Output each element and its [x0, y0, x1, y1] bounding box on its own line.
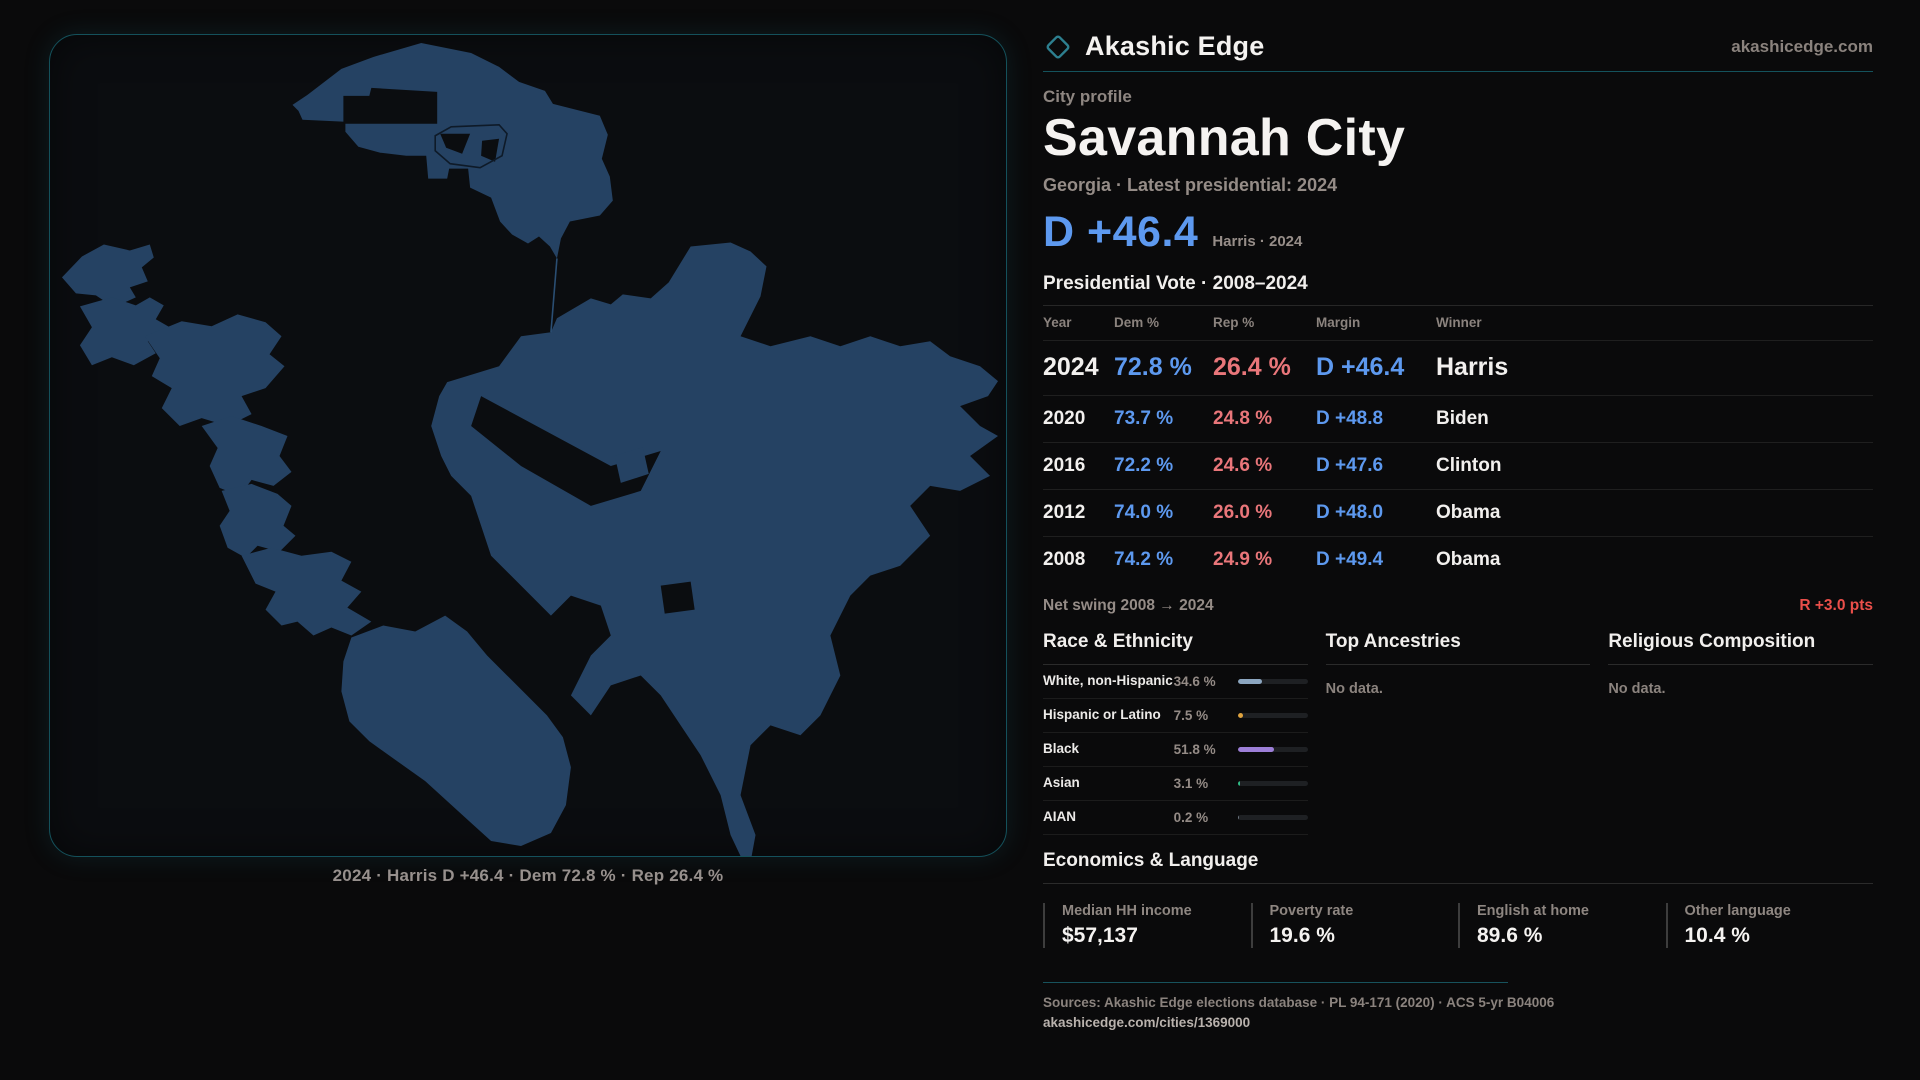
subtitle: Georgia · Latest presidential: 2024: [1043, 174, 1338, 195]
race-bar: [1238, 713, 1308, 718]
ancestries-section: [1326, 631, 1591, 835]
race-value: 51.8 %: [1173, 741, 1216, 757]
cell-year: 2016: [1043, 454, 1086, 476]
cell-margin: D +46.4: [1316, 352, 1405, 381]
cell-margin: D +48.8: [1316, 407, 1384, 429]
race-label: White, non-Hispanic: [1043, 672, 1173, 688]
cell-dem: 74.2 %: [1114, 548, 1174, 570]
vote-table-title: Presidential Vote · 2008–2024: [1043, 272, 1308, 294]
cell-margin: D +48.0: [1316, 501, 1384, 523]
religion-title: Religious Composition: [1608, 631, 1873, 665]
cell-rep: 26.0 %: [1213, 501, 1273, 523]
religion-empty: No data.: [1608, 680, 1666, 697]
footer: [1043, 982, 1873, 1032]
stat-label: Poverty rate: [1269, 902, 1354, 919]
vote-table: [1043, 305, 1873, 583]
race-value: 34.6 %: [1173, 673, 1216, 689]
headline-margin: D +46.4: [1043, 207, 1199, 256]
stat-block: [1043, 903, 1251, 948]
header: [1043, 28, 1873, 72]
stat-value: 89.6 %: [1477, 923, 1543, 947]
cell-margin: D +49.4: [1316, 548, 1384, 570]
cell-rep: 24.8 %: [1213, 407, 1273, 429]
race-label: Black: [1043, 740, 1080, 756]
stat-value: $57,137: [1062, 923, 1138, 947]
cell-dem: 73.7 %: [1114, 407, 1174, 429]
religion-section: [1608, 631, 1873, 835]
cell-margin: D +47.6: [1316, 454, 1384, 476]
race-value: 0.2 %: [1173, 809, 1209, 825]
cell-year: 2012: [1043, 501, 1086, 523]
cell-dem: 72.8 %: [1114, 352, 1192, 381]
stat-block: [1666, 903, 1874, 948]
stat-value: 19.6 %: [1269, 923, 1335, 947]
cell-dem: 74.0 %: [1114, 501, 1174, 523]
table-row: [1043, 489, 1873, 536]
cell-year: 2008: [1043, 548, 1086, 570]
net-swing-value: R +3.0 pts: [1799, 596, 1873, 614]
race-bar: [1238, 679, 1308, 684]
stat-label: Median HH income: [1062, 902, 1192, 919]
demographics-columns: [1043, 631, 1873, 835]
race-bar: [1238, 747, 1308, 752]
stat-block: [1458, 903, 1666, 948]
cell-winner: Clinton: [1436, 454, 1502, 476]
city-shape-svg: [50, 35, 1006, 856]
race-bar: [1238, 815, 1308, 820]
list-item: [1043, 767, 1308, 801]
col-year: Year: [1043, 314, 1072, 330]
list-item: [1043, 699, 1308, 733]
race-value: 7.5 %: [1173, 707, 1209, 723]
race-title: Race & Ethnicity: [1043, 631, 1308, 665]
cell-year: 2024: [1043, 352, 1099, 381]
map-caption: 2024 · Harris D +46.4 · Dem 72.8 % · Rep 26.4 %: [332, 866, 724, 885]
stat-block: [1251, 903, 1459, 948]
cell-dem: 72.2 %: [1114, 454, 1174, 476]
col-dem: Dem %: [1114, 314, 1160, 330]
cell-year: 2020: [1043, 407, 1086, 429]
economics-title: Economics & Language: [1043, 850, 1873, 884]
ancestries-title: Top Ancestries: [1326, 631, 1591, 665]
page-title: Savannah City: [1043, 109, 1406, 167]
ancestries-empty: No data.: [1325, 680, 1383, 697]
cell-winner: Biden: [1436, 407, 1489, 429]
table-row: [1043, 536, 1873, 583]
cell-rep: 24.9 %: [1213, 548, 1273, 570]
race-label: AIAN: [1043, 808, 1076, 824]
permalink[interactable]: akashicedge.com/cities/1369000: [1043, 1014, 1251, 1030]
footer-divider: [1043, 982, 1508, 983]
race-section: [1043, 631, 1308, 835]
net-swing-row: [1043, 597, 1873, 615]
col-margin: Margin: [1316, 314, 1361, 330]
stat-value: 10.4 %: [1684, 923, 1750, 947]
cell-winner: Harris: [1436, 352, 1509, 381]
headline-margin-row: [1043, 208, 1873, 257]
net-swing-label: Net swing 2008 → 2024: [1043, 596, 1214, 614]
city-boundary-map: [49, 34, 1007, 857]
diamond-icon: [1043, 32, 1073, 62]
kicker: City profile: [1043, 87, 1132, 106]
brand-name: Akashic Edge: [1085, 31, 1265, 61]
stat-label: English at home: [1477, 902, 1589, 919]
col-rep: Rep %: [1213, 314, 1255, 330]
table-row: [1043, 340, 1873, 395]
economics-stats: [1043, 903, 1873, 948]
race-value: 3.1 %: [1173, 775, 1209, 791]
sources-text: Sources: Akashic Edge elections database · PL 94-171 (2020) · ACS 5-yr B04006: [1043, 994, 1555, 1010]
profile-panel: [1043, 28, 1873, 1032]
race-label: Asian: [1043, 774, 1080, 790]
cell-rep: 24.6 %: [1213, 454, 1273, 476]
list-item: [1043, 801, 1308, 835]
table-row: [1043, 395, 1873, 442]
table-row: [1043, 442, 1873, 489]
cell-winner: Obama: [1436, 548, 1501, 570]
cell-rep: 26.4 %: [1213, 352, 1291, 381]
vote-table-header: [1043, 306, 1873, 340]
stat-label: Other language: [1684, 902, 1791, 919]
list-item: [1043, 665, 1308, 699]
cell-winner: Obama: [1436, 501, 1501, 523]
brand-domain-link[interactable]: akashicedge.com: [1731, 36, 1873, 56]
race-bar: [1238, 781, 1308, 786]
headline-note: Harris · 2024: [1212, 232, 1303, 250]
col-winner: Winner: [1436, 314, 1482, 330]
race-label: Hispanic or Latino: [1043, 706, 1161, 722]
list-item: [1043, 733, 1308, 767]
